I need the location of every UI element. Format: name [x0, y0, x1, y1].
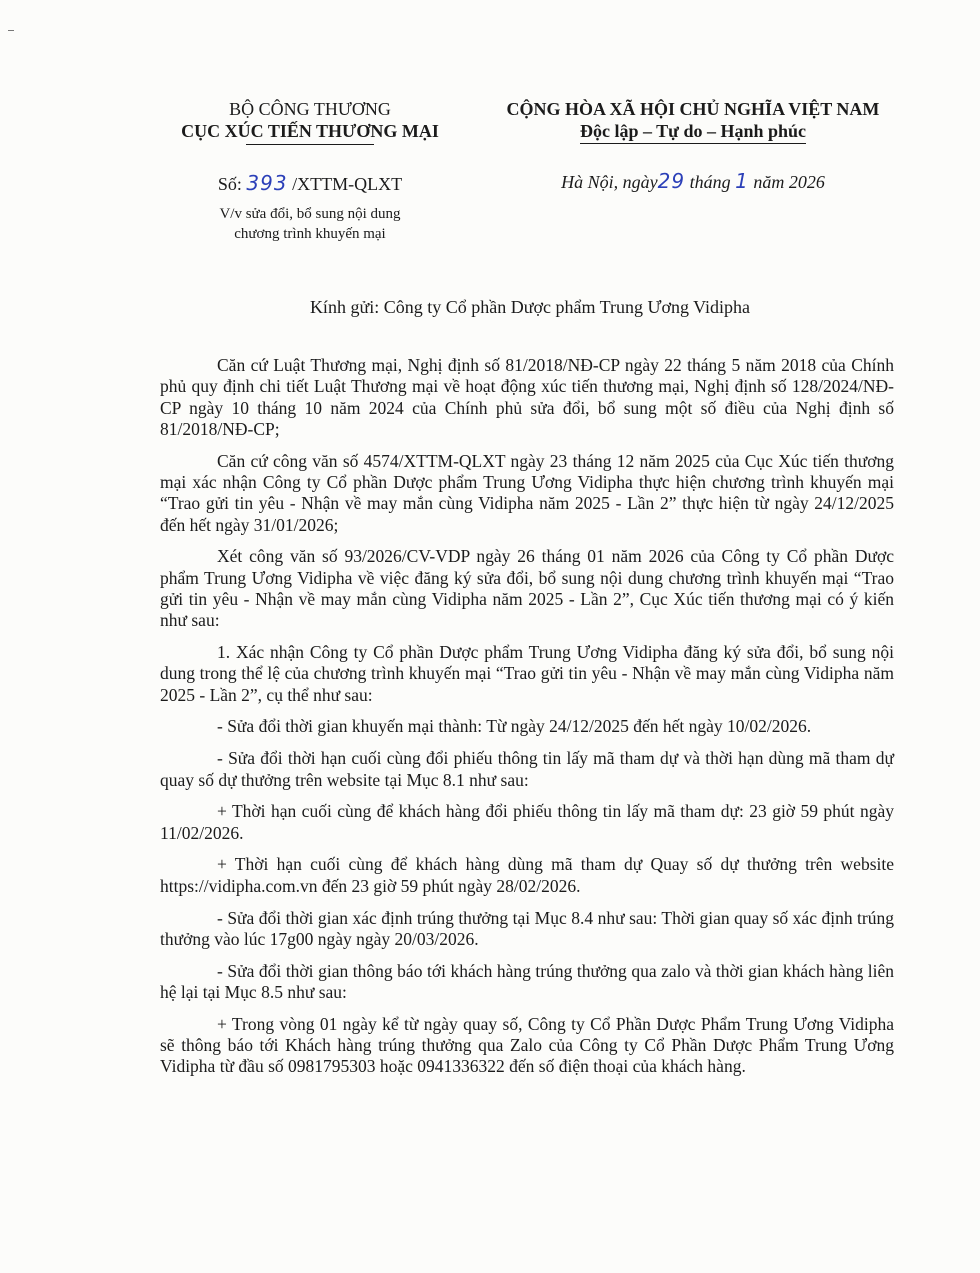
body-paragraph: - Sửa đổi thời gian xác định trúng thưởng tại Mục 8.4 như sau: Thời gian quay số xác định trúng thưởng vào lúc 17g00 ngày ngày 20/03/2026. [160, 907, 894, 949]
document-body [160, 355, 894, 1088]
national-motto: Độc lập – Tự do – Hạnh phúc [580, 120, 806, 144]
date-year: năm 2026 [748, 172, 825, 192]
body-paragraph: 1. Xác nhận Công ty Cổ phần Dược phẩm Trung Ương Vidipha đăng ký sửa đổi, bổ sung nội dung trong thể lệ của chương trình khuyến mại “Trao gửi tin yêu - Nhận về may mắn cùng Vidipha năm 2025 - Lần 2”, cụ thể như sau: [160, 642, 894, 705]
document-date [478, 170, 908, 193]
body-paragraph: + Thời hạn cuối cùng để khách hàng đổi phiếu thông tin lấy mã tham dự: 23 giờ 59 phút ngày 11/02/2026. [160, 801, 894, 843]
issuing-agency-block [160, 98, 460, 145]
doc-number-handwritten: 393 [246, 171, 288, 195]
document-number [160, 172, 460, 195]
date-day-handwritten: 29 [657, 169, 686, 193]
recipient-line: Kính gửi: Công ty Cổ phần Dược phẩm Trung Ương Vidipha [309, 297, 751, 317]
body-paragraph: + Thời hạn cuối cùng để khách hàng dùng mã tham dự Quay số dự thưởng trên website https://vidipha.com.vn đến 23 giờ 59 phút ngày 28/02/2026. [160, 854, 894, 896]
body-paragraph: Xét công văn số 93/2026/CV-VDP ngày 26 tháng 01 năm 2026 của Công ty Cổ phần Dược phẩm Trung Ương Vidipha về việc đăng ký sửa đổi, bổ sung nội dung chương trình khuyến mại “Trao gửi tin yêu - Nhận về may mắn cùng Vidipha năm 2025 - Lần 2”, Cục Xúc tiến thương mại có ý kiến như sau: [160, 546, 894, 631]
subject-line-2: chương trình khuyến mại [234, 226, 386, 242]
body-paragraph: - Sửa đổi thời hạn cuối cùng đổi phiếu thông tin lấy mã tham dự và thời hạn dùng mã tham dự quay số dự thưởng trên website tại Mục 8.1 như sau: [160, 748, 894, 790]
body-paragraph: - Sửa đổi thời gian khuyến mại thành: Từ ngày 24/12/2025 đến hết ngày 10/02/2026. [217, 716, 812, 737]
doc-number-suffix: /XTTM-QLXT [287, 174, 403, 194]
ministry-name: BỘ CÔNG THƯƠNG [229, 99, 391, 119]
agency-underline [246, 144, 374, 145]
date-prefix: Hà Nội, ngày [561, 172, 658, 192]
body-paragraph: + Trong vòng 01 ngày kể từ ngày quay số, Công ty Cổ Phần Dược Phẩm Trung Ương Vidipha sẽ thông báo tới Khách hàng trúng thưởng qua Zalo của Công ty Cổ Phần Dược Phẩm Trung Ương Vidipha từ đầu số 0981795303 hoặc 0941336322 đến số điện thoại của khách hàng. [160, 1013, 894, 1077]
body-paragraph: - Sửa đổi thời gian thông báo tới khách hàng trúng thưởng qua zalo và thời gian khách hàng liên hệ lại tại Mục 8.5 như sau: [160, 960, 894, 1002]
body-paragraph: Căn cứ Luật Thương mại, Nghị định số 81/2018/NĐ-CP ngày 22 tháng 5 năm 2018 của Chính phủ quy định chi tiết Luật Thương mại về hoạt động xúc tiến thương mại, Nghị định số 128/2024/NĐ-CP ngày 10 tháng 10 năm 2024 của Chính phủ sửa đổi, bổ sung một số điều của Nghị định số 81/2018/NĐ-CP; [160, 355, 894, 439]
department-name: CỤC XÚC TIẾN THƯƠNG MẠI [181, 121, 439, 141]
date-month-label: tháng [685, 172, 736, 192]
body-paragraph: Căn cứ công văn số 4574/XTTM-QLXT ngày 23 tháng 12 năm 2025 của Cục Xúc tiến thương mại xác nhận Công ty Cổ phần Dược phẩm Trung Ương Vidipha thực hiện chương trình khuyến mại “Trao gửi tin yêu - Nhận về may mắn cùng Vidipha năm 2025 - Lần 2” thực hiện từ ngày 24/12/2025 đến hết ngày 31/01/2026; [160, 450, 894, 535]
scan-artifact [8, 30, 14, 31]
doc-number-prefix: Số: [217, 174, 247, 194]
subject-line-1: V/v sửa đổi, bổ sung nội dung [219, 206, 401, 222]
document-subject [160, 204, 460, 244]
national-motto-block [478, 98, 908, 144]
date-month-handwritten: 1 [735, 169, 749, 193]
country-name: CỘNG HÒA XÃ HỘI CHỦ NGHĨA VIỆT NAM [506, 99, 880, 119]
